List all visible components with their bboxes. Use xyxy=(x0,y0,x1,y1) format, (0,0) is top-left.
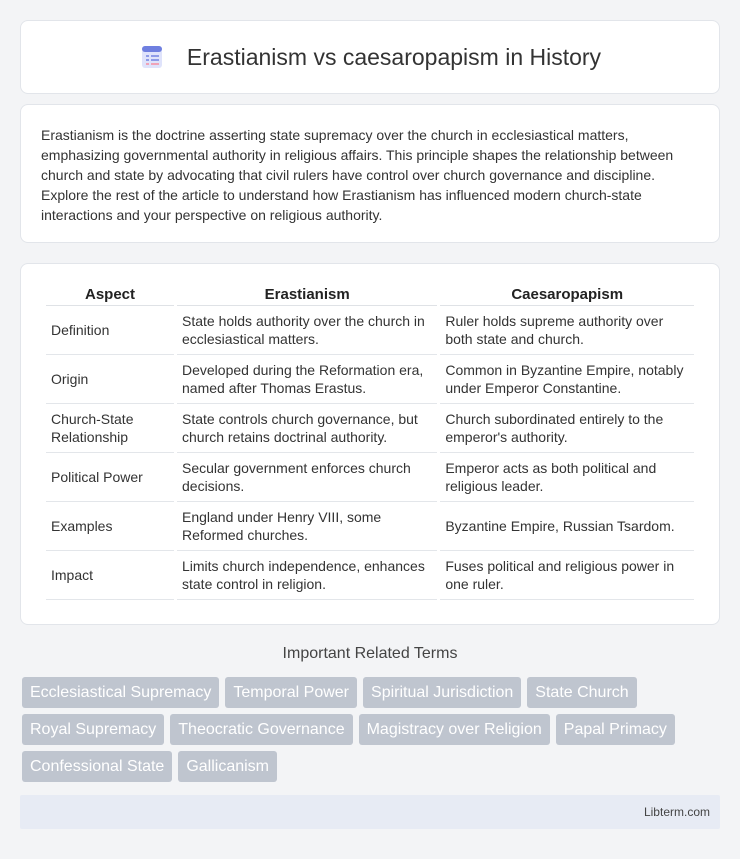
intro-text: Erastianism is the doctrine asserting state supremacy over the church in ecclesiastical matters, emphasizing governmental authority in religious affairs. This principle shapes the relationship between church and state by advocating that civil rulers have control over church governance and discipline. Explore the rest of the article to understand how Erastianism has influenced modern church-state interactions and your perspective on religious authority. xyxy=(41,127,674,223)
related-term-tag[interactable]: Papal Primacy xyxy=(556,714,675,745)
row-caesaropapism: Ruler holds supreme authority over both state and church. xyxy=(440,306,694,355)
table-row xyxy=(46,551,694,600)
related-term-tag[interactable]: State Church xyxy=(527,677,636,708)
related-term-tag[interactable]: Spiritual Jurisdiction xyxy=(363,677,521,708)
row-erastianism: Secular government enforces church decisions. xyxy=(177,453,437,502)
row-caesaropapism: Fuses political and religious power in one ruler. xyxy=(440,551,694,600)
intro-card xyxy=(20,104,720,243)
table-row xyxy=(46,502,694,551)
related-term-tag[interactable]: Confessional State xyxy=(22,751,172,782)
row-erastianism: Developed during the Reformation era, named after Thomas Erastus. xyxy=(177,355,437,404)
table-header-row xyxy=(46,282,694,306)
row-erastianism: England under Henry VIII, some Reformed churches. xyxy=(177,502,437,551)
row-erastianism: State controls church governance, but church retains doctrinal authority. xyxy=(177,404,437,453)
row-erastianism: Limits church independence, enhances state control in religion. xyxy=(177,551,437,600)
related-term-tag[interactable]: Magistracy over Religion xyxy=(359,714,550,745)
row-aspect: Examples xyxy=(46,502,174,551)
title-card xyxy=(20,20,720,94)
row-caesaropapism: Common in Byzantine Empire, notably under Emperor Constantine. xyxy=(440,355,694,404)
related-terms-list xyxy=(22,677,722,788)
table-row xyxy=(46,306,694,355)
related-term-tag[interactable]: Ecclesiastical Supremacy xyxy=(22,677,219,708)
related-term-tag[interactable]: Gallicanism xyxy=(178,751,277,782)
row-aspect: Church-State Relationship xyxy=(46,404,174,453)
related-term-tag[interactable]: Royal Supremacy xyxy=(22,714,164,745)
table-row xyxy=(46,404,694,453)
page-title: Erastianism vs caesaropapism in History xyxy=(186,43,602,70)
footer-brand-link[interactable]: Libterm.com xyxy=(643,805,710,819)
header-erastianism: Erastianism xyxy=(177,282,437,306)
header-caesaropapism: Caesaropapism xyxy=(440,282,694,306)
row-aspect: Origin xyxy=(46,355,174,404)
comparison-table-card xyxy=(20,263,720,625)
related-terms-heading: Important Related Terms xyxy=(282,645,458,662)
row-aspect: Political Power xyxy=(46,453,174,502)
comparison-table xyxy=(43,282,697,600)
footer xyxy=(20,795,720,829)
row-erastianism: State holds authority over the church in ecclesiastical matters. xyxy=(177,306,437,355)
row-aspect: Definition xyxy=(46,306,174,355)
row-caesaropapism: Emperor acts as both political and religious leader. xyxy=(440,453,694,502)
related-term-tag[interactable]: Temporal Power xyxy=(225,677,357,708)
row-aspect: Impact xyxy=(46,551,174,600)
table-row xyxy=(46,453,694,502)
related-term-tag[interactable]: Theocratic Governance xyxy=(170,714,352,745)
document-list-icon xyxy=(139,44,165,70)
table-row xyxy=(46,355,694,404)
row-caesaropapism: Church subordinated entirely to the emperor's authority. xyxy=(440,404,694,453)
row-caesaropapism: Byzantine Empire, Russian Tsardom. xyxy=(440,502,694,551)
header-aspect: Aspect xyxy=(46,282,174,306)
